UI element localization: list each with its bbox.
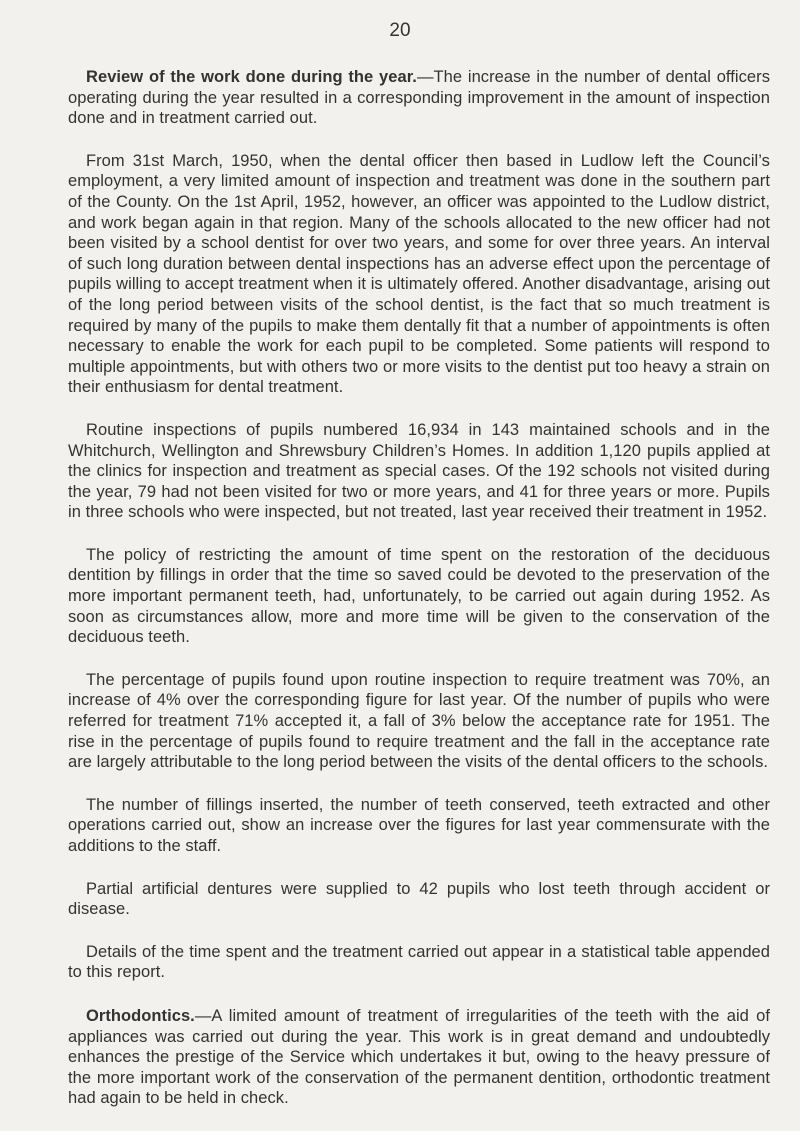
paragraph-text: —The increase in the number of dental officers operating during the year resulted in a corresponding improvement in the amount of inspection done and in treatment carried out. xyxy=(68,68,770,128)
paragraph-ludlow: From 31st March, 1950, when the dental officer then based in Ludlow left the Council’s employment, a very limited amount of inspection and treatment was done in the southern part of the County. On the 1st April, 1952, however, an officer was appointed to the Ludlow district, and work began again in that region. Many of the schools allocated to the new officer had not been visited by a school dentist for over two years, and some for over three years. An interval of such long duration between dental inspections has an adverse effect upon the percentage of pupils willing to accept treatment when it is ultimately offered. Another disadvantage, arising out of the long period between visits of the school dentist, is the fact that so much treatment is required by many of the pupils to make them dentally fit that a number of appointments is often necessary to enable the work for each pupil to be completed. Some patients will respond to multiple appointments, but with others two or more visits to the dentist put too heavy a strain on their enthusiasm for dental treatment. xyxy=(68,151,770,397)
paragraph-routine-inspections: Routine inspections of pupils numbered 16,934 in 143 maintained schools and in the Whitchurch, Wellington and Shrewsbury Children’s Homes. In addition 1,120 pupils applied at the clinics for inspection and treatment as special cases. Of the 192 schools not visited during the year, 79 had not been visited for two or more years, and 41 for three years or more. Pupils in three schools who were inspected, but not treated, last year received their treatment in 1952. xyxy=(68,420,770,522)
paragraph-fillings: The number of fillings inserted, the number of teeth conserved, teeth extracted and other operations carried out, show an increase over the figures for last year commensurate with the additions to the staff. xyxy=(68,795,770,855)
page-number: 20 xyxy=(389,20,411,41)
section-heading-orthodontics: Orthodontics. xyxy=(86,1006,195,1025)
paragraph-details: Details of the time spent and the treatment carried out appear in a statistical table appended to this report. xyxy=(68,942,770,982)
section-heading-review: Review of the work done during the year. xyxy=(86,68,417,86)
paragraph-deciduous-policy: The policy of restricting the amount of time spent on the restoration of the deciduous dentition by fillings in order that the time so saved could be devoted to the preservation of the more important permanent teeth, had, unfortunately, to be carried out again during 1952. As soon as circumstances allow, more and more time will be given to the conservation of the deciduous teeth. xyxy=(68,545,770,647)
paragraph-treatment-percentage: The percentage of pupils found upon routine inspection to require treatment was 70%, an increase of 4% over the corresponding figure for last year. Of the number of pupils who were referred for treatment 71% accepted it, a fall of 3% below the acceptance rate for 1951. The rise in the percentage of pupils found to require treatment and the fall in the acceptance rate are largely attributable to the long period between the visits of the dental officers to the schools. xyxy=(68,670,770,772)
paragraph-dentures: Partial artificial dentures were supplied to 42 pupils who lost teeth through accident or disease. xyxy=(68,879,770,919)
paragraph-review xyxy=(68,67,770,129)
paragraph-orthodontics xyxy=(68,1006,770,1109)
paragraph-text: —A limited amount of treatment of irregularities of the teeth with the aid of appliances was carried out during the year. This work is in great demand and undoubtedly enhances the prestige of the Service which undertakes it but, owing to the heavy pressure of the more important work of the conservation of the permanent dentition, orthodontic treatment had again to be held in check. xyxy=(68,1006,770,1108)
document-body xyxy=(68,67,770,1131)
